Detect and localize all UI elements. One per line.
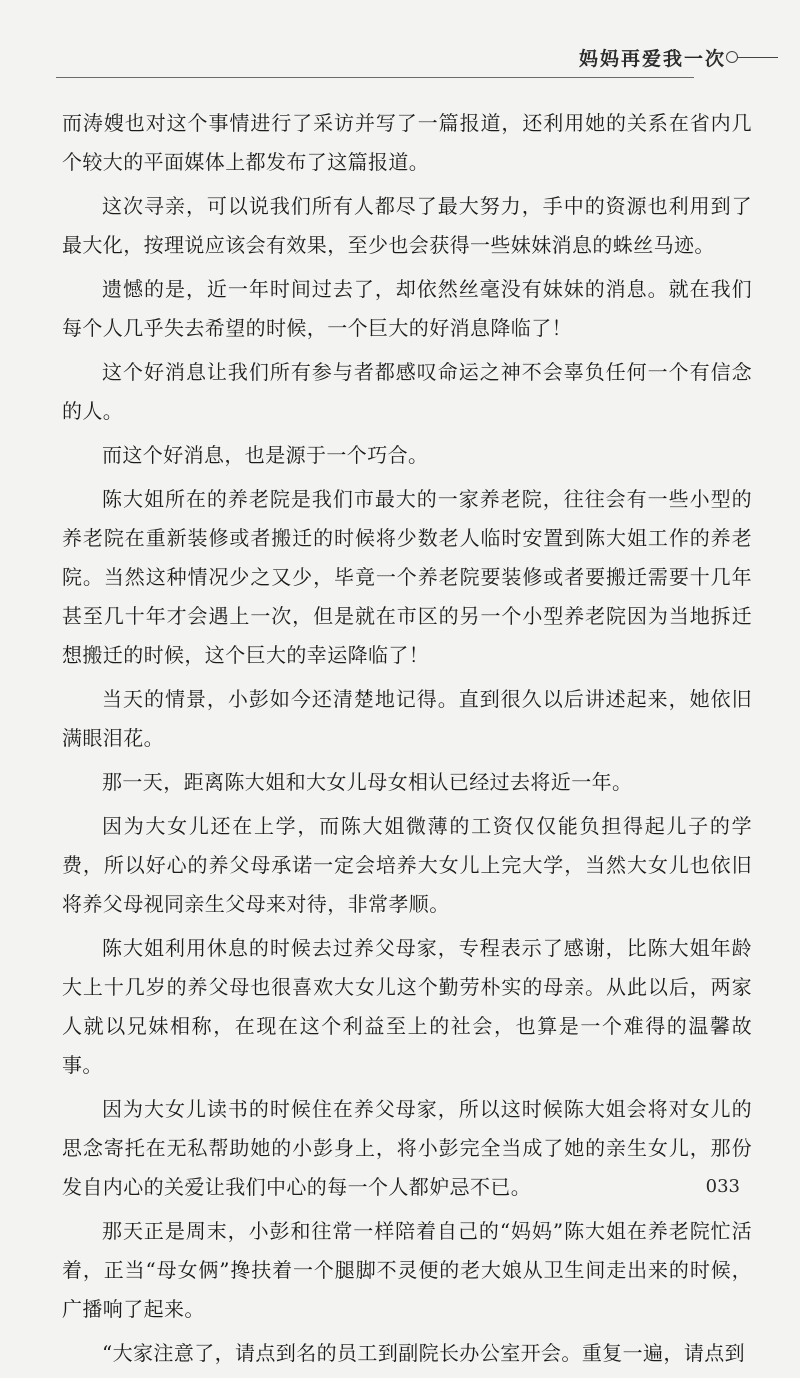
paragraph: 那一天，距离陈大姐和大女儿母女相认已经过去将近一年。: [102, 770, 633, 794]
paragraph: 陈大姐利用休息的时候去过养父母家，专程表示了感谢，比陈大姐年龄大上十几岁的养父母也很喜欢大女儿这个勤劳朴实的母亲。从此以后，两家人就以兄妹相称，在现在这个利益至上的社会，也算是一个难得的温馨故事。: [62, 936, 752, 1077]
paragraph: 遗憾的是，近一年时间过去了，却依然丝毫没有妹妹的消息。就在我们每个人几乎失去希望的时候，一个巨大的好消息降临了！: [62, 277, 752, 340]
paragraph: 这次寻亲，可以说我们所有人都尽了最大努力，手中的资源也利用到了最大化，按理说应该会有效果，至少也会获得一些妹妹消息的蛛丝马迹。: [62, 194, 752, 257]
paragraph: 而这个好消息，也是源于一个巧合。: [102, 443, 429, 467]
paragraph: 那天正是周末，小彭和往常一样陪着自己的“妈妈”陈大姐在养老院忙活着，正当“母女俩”搀扶着一个腿脚不灵便的老大娘从卫生间走出来的时候，广播响了起来。: [62, 1219, 752, 1321]
paragraph: 因为大女儿读书的时候住在养父母家，所以这时候陈大姐会将对女儿的思念寄托在无私帮助她的小彭身上，将小彭完全当成了她的亲生女儿，那份发自内心的关爱让我们中心的每一个人都妒忌不已。: [62, 1097, 752, 1199]
page-header: [56, 38, 784, 78]
paragraph: 当天的情景，小彭如今还清楚地记得。直到很久以后讲述起来，她依旧满眼泪花。: [62, 687, 752, 750]
page-number: 033: [705, 1176, 740, 1197]
paragraph: 这个好消息让我们所有参与者都感叹命运之神不会辜负任何一个有信念的人。: [62, 360, 752, 423]
header-ornament-icon: [726, 50, 778, 64]
running-title: 妈妈再爱我一次: [578, 48, 726, 70]
body-text: [62, 104, 752, 1378]
paragraph: “大家注意了，请点到名的员工到副院长办公室开会。重复一遍，请点到: [102, 1341, 746, 1365]
header-rule: [56, 77, 694, 78]
paragraph: 因为大女儿还在上学，而陈大姐微薄的工资仅仅能负担得起儿子的学费，所以好心的养父母承诺一定会培养大女儿上完大学，当然大女儿也依旧将养父母视同亲生父母来对待，非常孝顺。: [62, 814, 752, 916]
paragraph: 陈大姐所在的养老院是我们市最大的一家养老院，往往会有一些小型的养老院在重新装修或者搬迁的时候将少数老人临时安置到陈大姐工作的养老院。当然这种情况少之又少，毕竟一个养老院要装修或者要搬迁需要十几年甚至几十年才会遇上一次，但是就在市区的另一个小型养老院因为当地拆迁想搬迁的时候，这个巨大的幸运降临了！: [62, 487, 752, 667]
paragraph: 而涛嫂也对这个事情进行了采访并写了一篇报道，还利用她的关系在省内几个较大的平面媒体上都发布了这篇报道。: [62, 111, 752, 174]
